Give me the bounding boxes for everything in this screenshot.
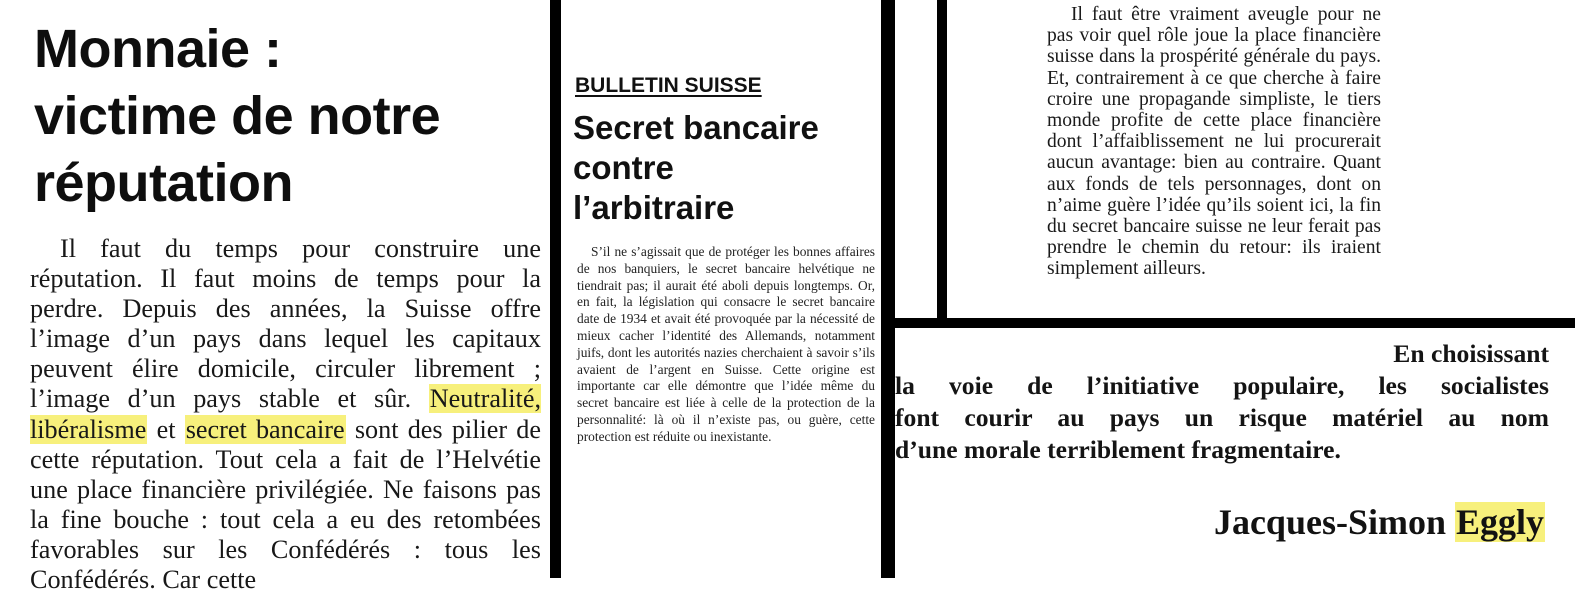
separator-bar-3 xyxy=(937,0,947,318)
headline-line: contre xyxy=(573,149,674,186)
separator-bar-1 xyxy=(550,0,561,578)
separator-bar-4 xyxy=(895,318,1575,328)
body-text: sont des pilier de cette réputation. Tout cela a fait de l’Helvétie une place financière privilégiée. Ne faisons pas la fine bouche : tout cela a eu des retombées favorables sur les Confédérés : tous les Confédérés. Car cette xyxy=(30,414,542,595)
headline-line: Monnaie : xyxy=(34,19,282,79)
highlighted-text: secret bancaire xyxy=(185,414,345,444)
article-clip-bulletin-suisse xyxy=(561,0,881,578)
separator-bar-2 xyxy=(881,0,895,578)
conclusion-line: d’une morale terriblement fragmentaire. xyxy=(895,435,1341,464)
conclusion-line: En choisissant xyxy=(1393,339,1549,368)
body-text: et xyxy=(147,414,185,444)
headline-line: l’arbitraire xyxy=(573,189,735,226)
section-kicker: BULLETIN SUISSE xyxy=(575,74,762,97)
headline-secret-bancaire xyxy=(573,108,873,228)
headline-line: réputation xyxy=(34,153,293,213)
conclusion-line: la voie de l’initiative populaire, les socialistes xyxy=(895,371,1549,400)
author-signature xyxy=(1214,500,1545,544)
conclusion-line: font courir au pays un risque matériel au nom xyxy=(895,403,1549,432)
body-text: Il faut du temps pour construire une réputation. Il faut moins de temps pour la perdre. Depuis des années, la Suisse offre l’image d’un pays dans lequel les capitaux peuvent élire domicile, circuler librement ; l’image d’un pays stable et sûr. xyxy=(30,234,541,414)
headline-monnaie xyxy=(34,16,544,217)
article-body-bulletin: S’il ne s’agissait que de protéger les bonnes affaires de nos banquiers, le secret bancaire helvétique ne tiendrait pas; il aurait été aboli depuis longtemps. Or, en fait, la législation qui consacre le secret bancaire date de 1934 et avait été provoquée par la nécessité de mieux cacher l’identité des Allemands, notamment juifs, dont les autorités nazies cherchaient à savoir s’ils avaient de l’argent en Suisse. Cette origine est importante car elle démontre que l’idée même du secret bancaire est liée à celle de la protection de la personnalité: là où il n’existe pas, ou guère, cette protection est réduite ou inexistante. xyxy=(577,244,875,444)
article-body-continuation: Il faut être vraiment aveugle pour ne pas voir quel rôle joue la place financière suisse dans la prospérité générale du pays. Et, contrairement à ce que cherche à faire croire une propagande simpliste, le tiers monde profite de cette place financière dont l’affaiblissement ne lui procurerait aucun avantage: bien au contraire. Quant aux fonds de tels personnages, dont on n’aime guère l’idée qu’ils soient ici, la fin du secret bancaire suisse ne leur ferait pas prendre le chemin du retour: ils iraient simplement ailleurs. xyxy=(1047,4,1381,280)
article-clip-monnaie xyxy=(0,0,550,595)
headline-line: Secret bancaire xyxy=(573,109,819,146)
conclusion-text xyxy=(895,338,1549,466)
author-name: Jacques-Simon xyxy=(1213,502,1455,542)
highlighted-author-surname: Eggly xyxy=(1455,502,1544,542)
article-clip-continuation xyxy=(947,0,1575,318)
highlighted-text: Neutralité, libéralisme xyxy=(30,384,541,444)
article-clip-conclusion xyxy=(895,328,1575,578)
article-body-monnaie xyxy=(30,234,541,595)
headline-line: victime de notre xyxy=(34,86,441,146)
